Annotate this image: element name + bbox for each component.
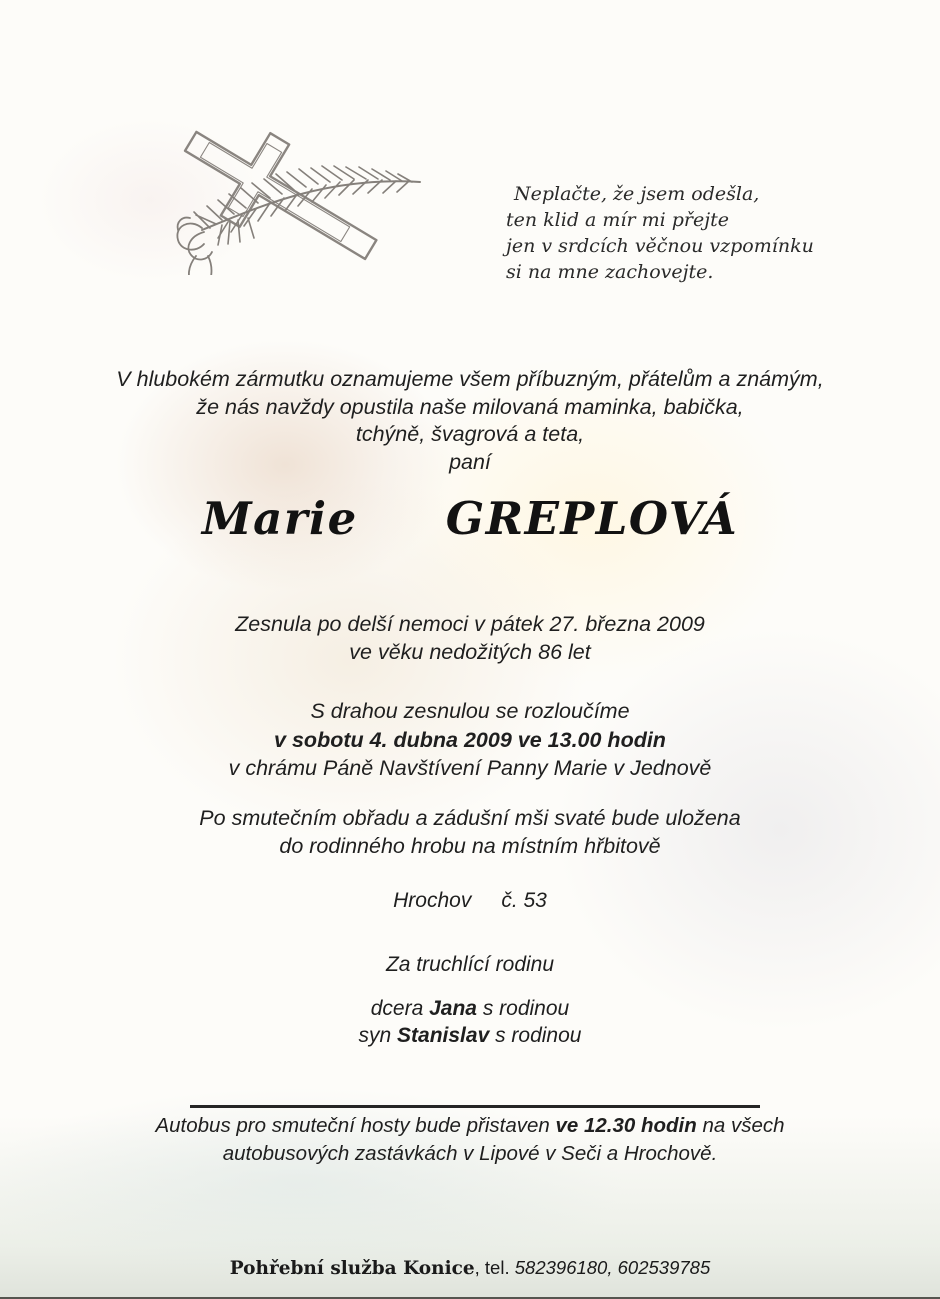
bus-time: ve 12.30 hodin <box>555 1114 697 1137</box>
mourner-prefix: syn <box>358 1024 398 1047</box>
farewell-location: v chrámu Páně Navštívení Panny Marie v Jednově <box>228 756 712 780</box>
footer-phone-numbers: 582396180, 602539785 <box>514 1257 711 1278</box>
burial-info <box>0 804 940 860</box>
horizontal-rule <box>190 1105 760 1108</box>
mourner-name: Stanislav <box>397 1024 490 1047</box>
poem-line: Neplačte, že jsem odešla, <box>514 183 760 205</box>
announcement-paragraph <box>0 366 940 476</box>
announcement-line: tchýně, švagrová a teta, <box>355 422 585 446</box>
mourner-prefix: dcera <box>370 997 430 1020</box>
mourner-name: Jana <box>429 997 477 1020</box>
funeral-service-footer <box>0 1257 940 1279</box>
death-info-line: Zesnula po delší nemoci v pátek 27. března 2009 <box>235 612 705 636</box>
mourner-line-daughter <box>0 997 940 1021</box>
address-number: č. 53 <box>501 889 547 912</box>
burial-line: Po smutečním obřadu a zádušní mši svaté bude uložena <box>199 806 741 830</box>
deceased-last-name: GREPLOVÁ <box>445 492 739 545</box>
poem-line: si na mne zachovejte. <box>506 261 714 283</box>
mourners-heading: Za truchlící rodinu <box>385 953 555 976</box>
address-place: Hrochov <box>393 889 472 912</box>
farewell-datetime: v sobotu 4. dubna 2009 ve 13.00 hodin <box>274 727 666 752</box>
memorial-poem <box>506 181 814 285</box>
deceased-first-name: Marie <box>201 492 358 545</box>
bus-notice-line: autobusových zastávkách v Lipové v Seči a Hrochově. <box>222 1142 718 1165</box>
cross-and-branch-illustration <box>162 110 427 275</box>
death-info <box>0 610 940 666</box>
poem-line: jen v srdcích věčnou vzpomínku <box>506 235 814 257</box>
farewell-info <box>0 697 940 783</box>
poem-line: ten klid a mír mi přejte <box>506 209 729 231</box>
mourner-suffix: s rodinou <box>477 997 570 1020</box>
bus-notice-line <box>0 1112 940 1140</box>
farewell-line: S drahou zesnulou se rozloučíme <box>310 699 630 723</box>
deceased-name <box>0 492 940 545</box>
bus-text: Autobus pro smuteční hosty bude přistaven <box>155 1114 556 1137</box>
announcement-line: že nás navždy opustila naše milovaná maminka, babička, <box>196 394 744 419</box>
announcement-line: V hlubokém zármutku oznamujeme všem příbuzným, přátelům a známým, <box>116 367 824 391</box>
funeral-company-name: Pohřební služba Konice <box>229 1258 475 1279</box>
burial-line: do rodinného hrobu na místním hřbitově <box>279 834 661 858</box>
bus-notice <box>0 1112 940 1168</box>
death-info-line: ve věku nedožitých 86 let <box>349 640 591 664</box>
ribbon-bow <box>177 218 212 275</box>
announcement-line: paní <box>449 449 491 474</box>
footer-separator: , tel. <box>474 1257 515 1278</box>
bus-text: na všech <box>696 1114 785 1137</box>
address-line <box>0 889 940 913</box>
mourner-suffix: s rodinou <box>489 1024 582 1047</box>
mourner-line-son <box>0 1024 940 1048</box>
